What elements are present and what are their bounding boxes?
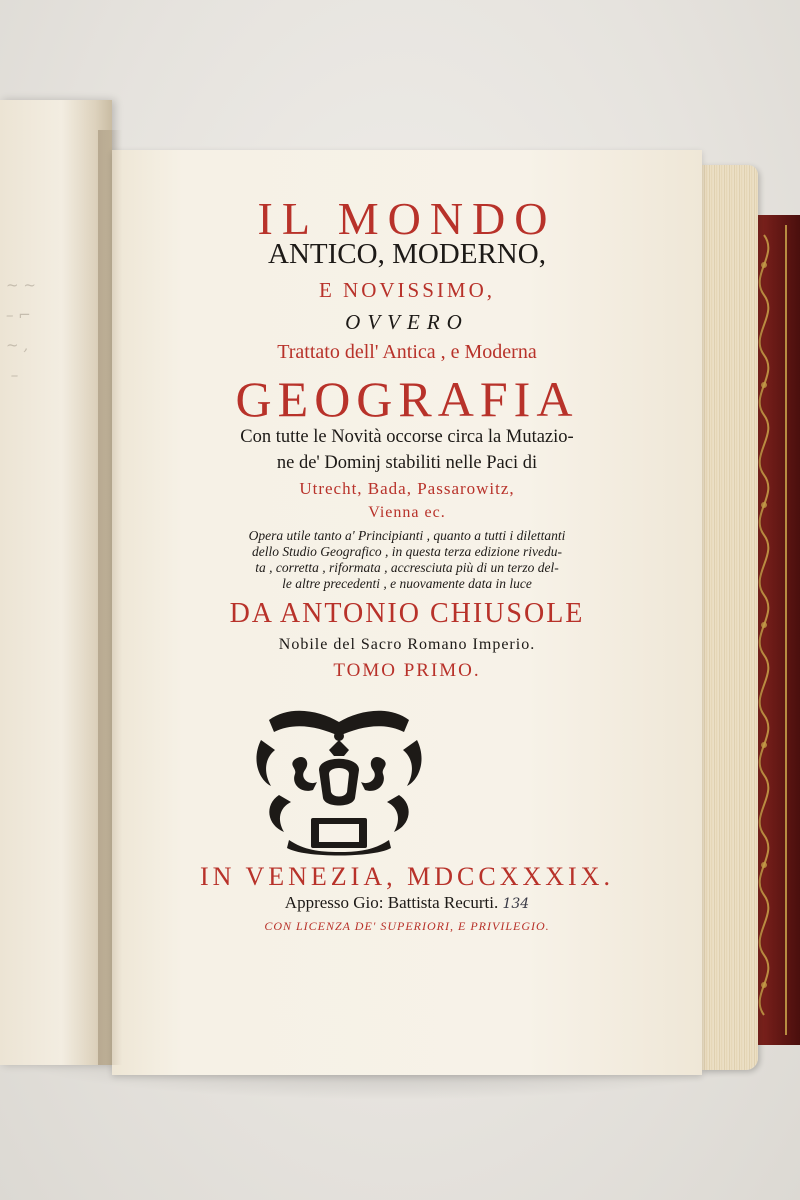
printer-name: Appresso Gio: Battista Recurti. [284,893,499,912]
license-line: CON LICENZA DE' SUPERIORI, E PRIVILEGIO. [264,919,550,933]
description-line-1: Con tutte le Novità occorse circa la Mutazio- [240,427,574,447]
title-line-ovvero: OVVERO [345,310,469,334]
vienna-line: Vienna ec. [368,504,446,521]
printers-device-woodcut-icon [249,700,429,860]
author-name: DA ANTONIO CHIUSOLE [229,598,585,629]
imprint-place-date: IN VENEZIA, MDCCXXXIX. [200,862,614,891]
edition-note-line-4: le altre precedenti , e nuovamente data in luce [282,576,532,591]
edition-note-line-2: dello Studio Geografico , in questa terza edizione rivedu- [251,544,563,559]
show-through-handwriting: ~ ~ – ⌐ ~ , – [6,276,36,384]
edition-note-line-1: Opera utile tanto a' Principianti , quanto a tutti i dilettanti [248,528,566,543]
title-line-il-mondo: IL MONDO [257,193,557,244]
title-line-novissimo: E NOVISSIMO, [318,278,495,302]
author-title: Nobile del Sacro Romano Imperio. [278,636,536,653]
volume-label: TOMO PRIMO. [333,660,481,681]
peace-treaties-line: Utrecht, Bada, Passarowitz, [299,479,515,498]
title-line-geografia: GEOGRAFIA [235,371,579,427]
page-block-edges [700,165,758,1070]
left-endpaper [0,100,112,1065]
description-line-2: ne de' Dominj stabiliti nelle Paci di [276,453,538,473]
printer-line [112,893,702,913]
subtitle-trattato: Trattato dell' Antica , e Moderna [277,341,537,363]
handwritten-note: 134 [502,896,530,912]
page-gutter-shadow [98,130,122,1065]
title-page [112,150,702,1075]
edition-note-line-3: ta , corretta , riformata , accresciuta più di un terzo del- [255,560,559,575]
title-line-antico-moderno: ANTICO, MODERNO, [268,238,546,270]
